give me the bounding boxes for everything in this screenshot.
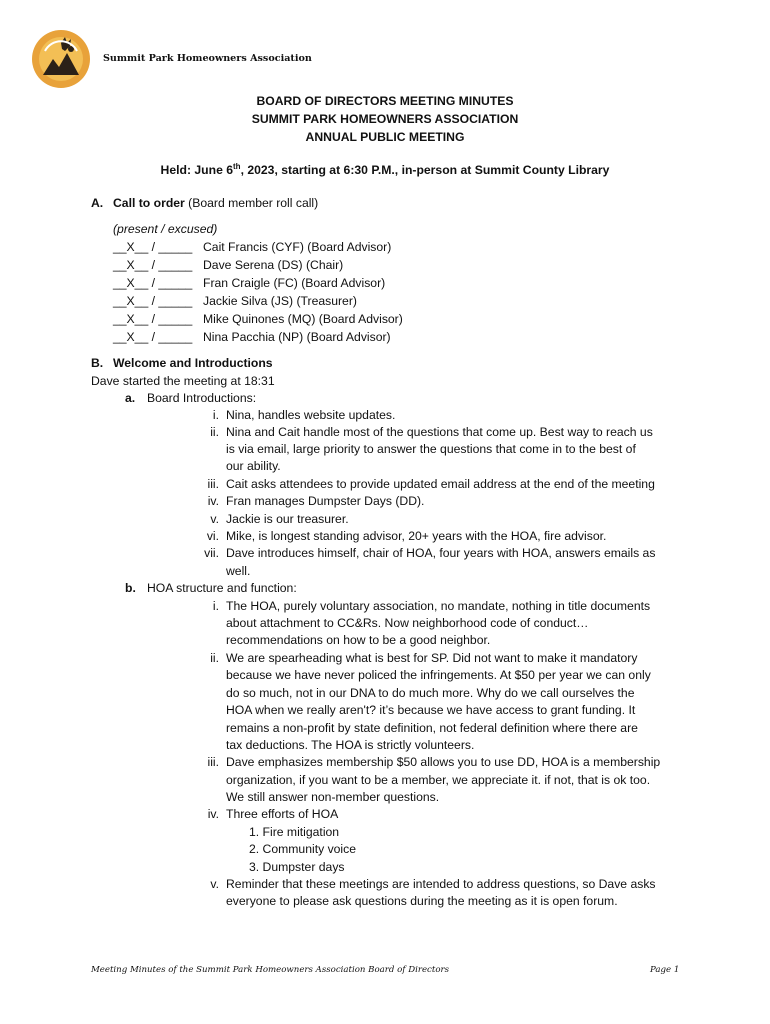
list-item-continuation: well. <box>226 564 251 578</box>
roll-call-name: Dave Serena (DS) (Chair) <box>203 258 344 272</box>
list-item-number: iii. <box>207 755 219 769</box>
list-item-continuation: our ability. <box>226 459 281 473</box>
section-a-letter: A. <box>91 196 104 210</box>
list-item-continuation: organization, if you want to be a member, we appreciate it. if not, that is ok too. <box>226 773 651 787</box>
list-item-continuation: We still answer non-member questions. <box>226 790 440 804</box>
list-item-continuation: about attachment to CC&Rs. Now neighborhood code of conduct… <box>226 616 589 630</box>
roll-call-row <box>113 276 385 290</box>
list-item-text: The HOA, purely voluntary association, no mandate, nothing in title documents <box>226 599 651 613</box>
roll-call-mark: __X__ / _____ <box>113 240 193 254</box>
roll-call-mark: __X__ / _____ <box>113 258 193 272</box>
held-prefix: Held: June 6 <box>160 163 234 178</box>
list-item-continuation: remains a non-profit by state definition, not federal definition where there are <box>226 721 638 735</box>
list-item-continuation: recommendations on how to be a good neighbor. <box>226 633 491 647</box>
list-item-number: v. <box>210 877 219 891</box>
title-line-3: ANNUAL PUBLIC MEETING <box>305 130 465 144</box>
list-item-text: Nina and Cait handle most of the questions that come up. Best way to reach us <box>226 425 653 439</box>
title-line-2: SUMMIT PARK HOMEOWNERS ASSOCIATION <box>251 112 519 126</box>
list-item-number: i. <box>212 408 219 422</box>
subsection-a-label: a. <box>125 391 136 405</box>
list-item-number: iv. <box>207 807 219 821</box>
list-item-text: Jackie is our treasurer. <box>226 512 349 526</box>
effort-item: 3. Dumpster days <box>249 860 345 874</box>
roll-call-name: Jackie Silva (JS) (Treasurer) <box>203 294 357 308</box>
list-item-number: ii. <box>210 651 219 665</box>
roll-call-row <box>113 330 391 344</box>
footer-text: Meeting Minutes of the Summit Park Homeowners Association Board of Directors <box>91 965 450 975</box>
roll-call-name: Nina Pacchia (NP) (Board Advisor) <box>203 330 391 344</box>
held-line <box>0 162 770 177</box>
org-name: Summit Park Homeowners Association <box>103 53 312 64</box>
list-item-text: Dave introduces himself, chair of HOA, four years with HOA, answers emails as <box>226 546 656 560</box>
subsection-b-label: b. <box>125 581 136 595</box>
roll-call-row <box>113 258 343 272</box>
list-item-number: vii. <box>204 546 219 560</box>
list-item <box>183 877 656 891</box>
section-a-note: (Board member roll call) <box>184 196 319 210</box>
list-item <box>183 651 637 665</box>
roll-call-name: Cait Francis (CYF) (Board Advisor) <box>203 240 392 254</box>
list-item-number: iii. <box>207 477 219 491</box>
list-item-number: iv. <box>207 494 219 508</box>
section-a-heading: Call to order <box>113 196 185 210</box>
list-item-continuation: because we have never policed the infringements. At $50 per year we can only <box>226 668 651 682</box>
list-item <box>183 477 655 491</box>
list-item-text: Mike, is longest standing advisor, 20+ years with the HOA, fire advisor. <box>226 529 607 543</box>
list-item-number: i. <box>212 599 219 613</box>
list-item-continuation: do so much, not in our DNA to do much more. Why do we call ourselves the <box>226 686 635 700</box>
subsection-a-title: Board Introductions: <box>147 391 257 405</box>
list-item-number: vi. <box>206 529 219 543</box>
list-item <box>183 755 660 769</box>
page-number: Page 1 <box>650 965 680 975</box>
list-item-continuation: everyone to please ask questions during the meeting as it is open forum. <box>226 894 618 908</box>
roll-call-mark: __X__ / _____ <box>113 276 193 290</box>
subsection-b-title: HOA structure and function: <box>147 581 297 595</box>
list-item <box>183 408 395 422</box>
list-item-text: Cait asks attendees to provide updated email address at the end of the meeting <box>226 477 655 491</box>
list-item-text: Fran manages Dumpster Days (DD). <box>226 494 425 508</box>
list-item <box>183 494 424 508</box>
list-item-text: Nina, handles website updates. <box>226 408 396 422</box>
summit-park-logo <box>31 29 91 89</box>
section-b-heading: Welcome and Introductions <box>113 356 273 370</box>
roll-call-mark: __X__ / _____ <box>113 312 193 326</box>
effort-item: 2. Community voice <box>249 842 357 856</box>
section-a-heading-line <box>113 196 318 210</box>
roll-call-mark: __X__ / _____ <box>113 294 193 308</box>
roll-call-name: Mike Quinones (MQ) (Board Advisor) <box>203 312 403 326</box>
list-item <box>183 512 349 526</box>
list-item-continuation: is via email, large priority to answer the questions that come in to the best of <box>226 442 636 456</box>
list-item-number: v. <box>210 512 219 526</box>
document-title-block <box>0 92 770 146</box>
roll-call-row <box>113 294 357 308</box>
meeting-start-line: Dave started the meeting at 18:31 <box>91 374 275 388</box>
list-item <box>183 529 606 543</box>
roll-call-name: Fran Craigle (FC) (Board Advisor) <box>203 276 386 290</box>
roll-call-row <box>113 240 391 254</box>
list-item-text: Reminder that these meetings are intended to address questions, so Dave asks <box>226 877 656 891</box>
roll-call-row <box>113 312 403 326</box>
list-item-number: ii. <box>210 425 219 439</box>
roll-call-mark: __X__ / _____ <box>113 330 193 344</box>
effort-item: 1. Fire mitigation <box>249 825 340 839</box>
roll-call-legend: (present / excused) <box>113 222 218 236</box>
list-item <box>183 599 650 613</box>
list-item-continuation: tax deductions. The HOA is strictly volunteers. <box>226 738 475 752</box>
list-item <box>183 807 338 821</box>
held-sup: th <box>233 162 241 171</box>
held-suffix: , 2023, starting at 6:30 P.M., in-person at Summit County Library <box>240 163 610 178</box>
list-item <box>183 546 655 560</box>
list-item <box>183 425 653 439</box>
title-line-1: BOARD OF DIRECTORS MEETING MINUTES <box>256 94 514 108</box>
list-item-continuation: HOA when we really aren't? it’s because we have access to grant funding. It <box>226 703 636 717</box>
list-item-text: Dave emphasizes membership $50 allows you to use DD, HOA is a membership <box>226 755 661 769</box>
section-b-letter: B. <box>91 356 104 370</box>
list-item-text: Three efforts of HOA <box>226 807 339 821</box>
list-item-text: We are spearheading what is best for SP. Did not want to make it mandatory <box>226 651 638 665</box>
